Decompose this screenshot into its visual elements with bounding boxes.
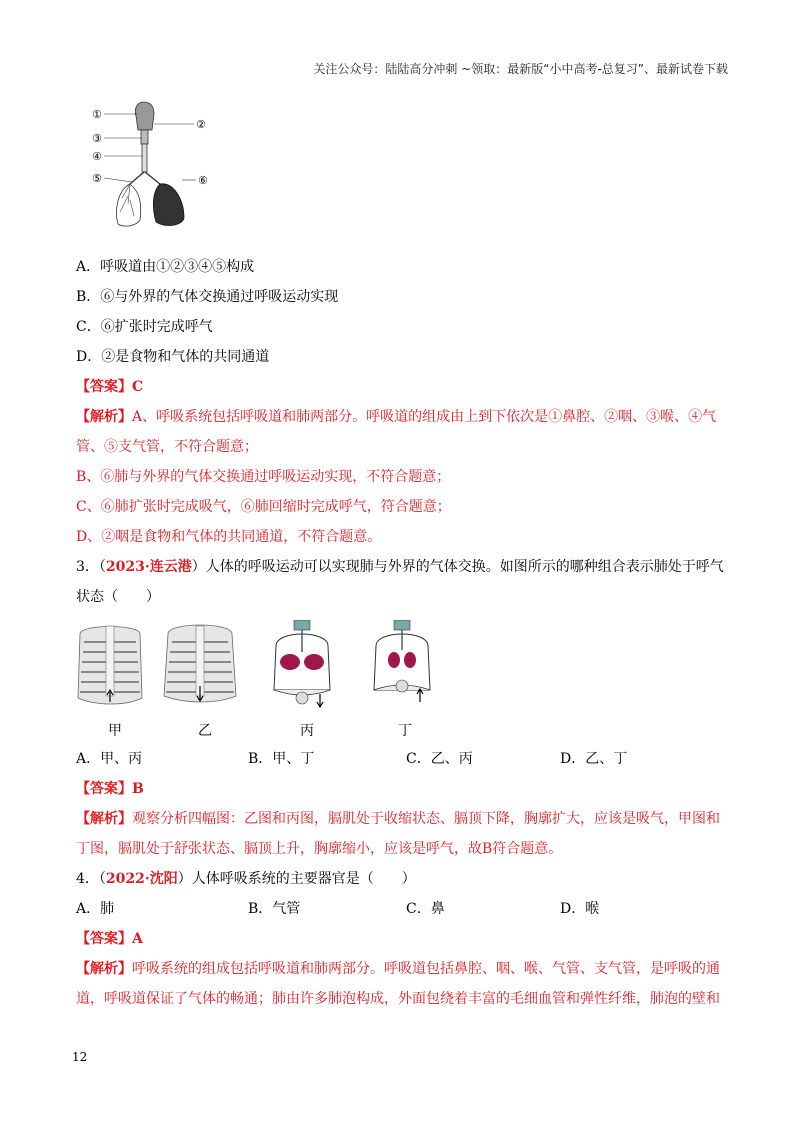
page-header: 关注公众号：陆陆高分冲刺 ~领取：最新版“小中高考-总复习”、最新试卷下载 (313, 62, 728, 76)
label-1: ① (92, 108, 102, 121)
bell-jar-ding (374, 620, 430, 702)
label-6: ⑥ (198, 174, 208, 187)
bell-jar-bing (274, 620, 330, 707)
q4-option-c: C．鼻 (406, 901, 445, 917)
q2-analysis-line: C、⑥肺扩张时完成吸气，⑥肺回缩时完成呼气，符合题意； (76, 499, 451, 515)
q4-option-a: A．肺 (76, 901, 115, 917)
caption-yi: 乙 (198, 723, 212, 739)
breathing-models-figure (76, 620, 436, 740)
q3-stem: 3．（2023·连云港）人体的呼吸运动可以实现肺与外界的气体交换。如图所示的哪种组合表示肺处于呼气 (76, 559, 724, 575)
page-number: 12 (72, 1050, 88, 1064)
q4-analysis-line: 道，呼吸道保证了气体的畅通；肺由许多肺泡构成，外面包绕着丰富的毛细血管和弹性纤维，肺泡的壁和 (76, 991, 720, 1007)
label-5: ⑤ (92, 172, 102, 185)
q3-option-d: D．乙、丁 (560, 751, 628, 767)
q3-stem-cont: 状态（ ） (76, 589, 160, 605)
q3-option-b: B．甲、丁 (248, 751, 315, 767)
caption-bing: 丙 (300, 723, 314, 739)
q2-analysis-line: 管、⑤支气管，不符合题意； (76, 439, 258, 455)
label-4: ④ (92, 150, 102, 163)
q3-option-c: C．乙、丙 (406, 751, 473, 767)
q4-stem: 4．（2022·沈阳）人体呼吸系统的主要器官是（ ） (76, 871, 416, 887)
q4-option-d: D．喉 (560, 901, 600, 917)
ribcage-yi (164, 625, 236, 702)
q2-analysis-line: D、②咽是食物和气体的共同通道，不符合题意。 (76, 529, 382, 545)
q3-answer: 【答案】B (76, 781, 144, 797)
q2-answer: 【答案】C (76, 379, 144, 395)
q4-answer: 【答案】A (76, 931, 143, 947)
q3-option-a: A．甲、丙 (76, 751, 143, 767)
q2-analysis-line: B、⑥肺与外界的气体交换通过呼吸运动实现，不符合题意； (76, 469, 451, 485)
q4-analysis-line: 【解析】呼吸系统的组成包括呼吸道和肺两部分。呼吸道包括鼻腔、咽、喉、气管、支气管，是呼吸的通 (76, 961, 720, 977)
q2-option-c: C．⑥扩张时完成呼气 (76, 319, 213, 335)
label-2: ② (196, 118, 206, 131)
q3-analysis-line: 【解析】观察分析四幅图：乙图和丙图，膈肌处于收缩状态、膈顶下降，胸廓扩大，应该是吸气，甲图和 (76, 811, 720, 827)
q2-option-a: A．呼吸道由①②③④⑤构成 (76, 259, 255, 275)
q3-analysis-line: 丁图，膈肌处于舒张状态、膈顶上升，胸廓缩小，应该是呼气，故B符合题意。 (76, 841, 563, 857)
label-3: ③ (92, 132, 102, 145)
q2-option-b: B．⑥与外界的气体交换通过呼吸运动实现 (76, 289, 339, 305)
q2-option-d: D．②是食物和气体的共同通道 (76, 349, 270, 365)
caption-jia: 甲 (108, 723, 122, 739)
q4-option-b: B．气管 (248, 901, 301, 917)
q2-analysis-line: 【解析】A、呼吸系统包括呼吸道和肺两部分。呼吸道的组成由上到下依次是①鼻腔、②咽、③喉、④气 (76, 409, 717, 425)
caption-ding: 丁 (398, 723, 412, 739)
ribcage-jia (78, 626, 142, 704)
respiratory-system-figure (92, 100, 222, 230)
